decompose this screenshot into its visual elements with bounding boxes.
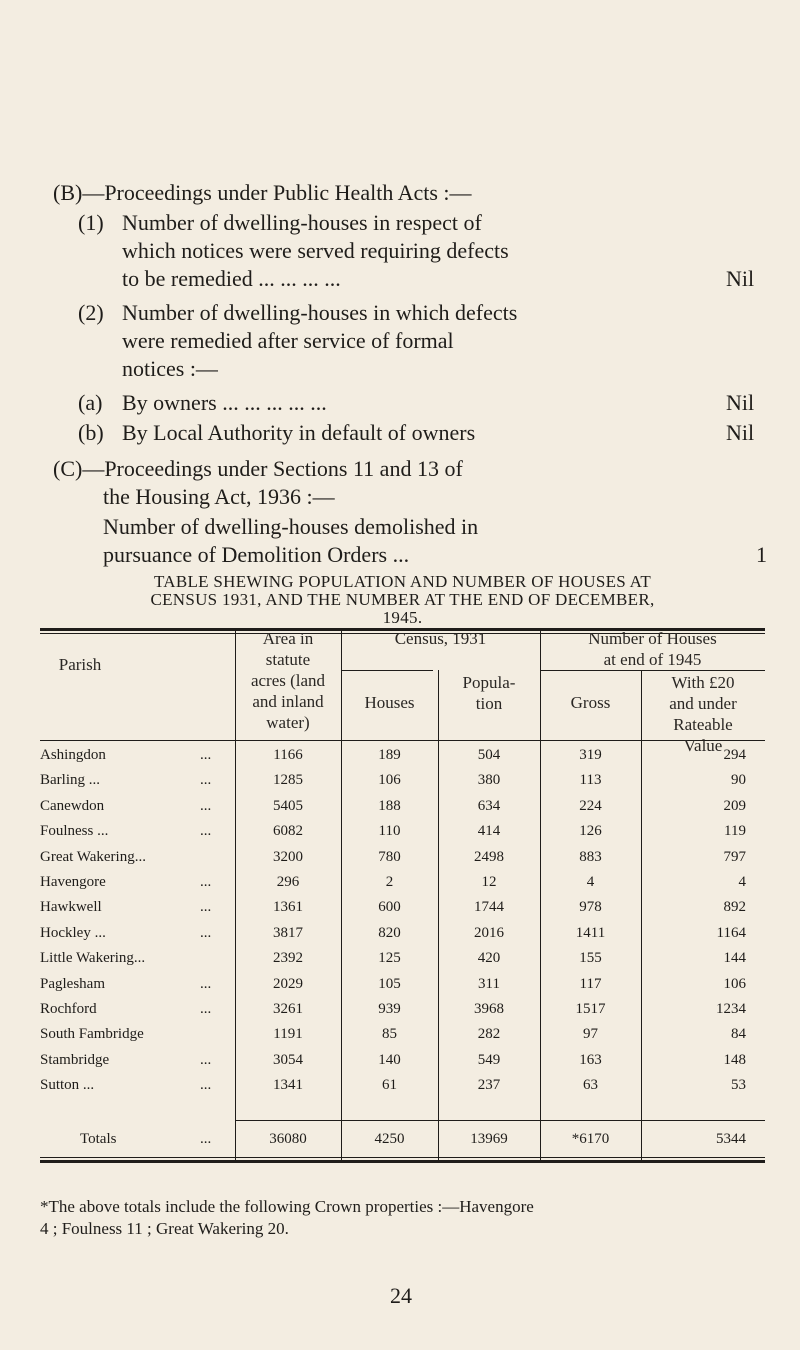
cell-rateable: 148 bbox=[723, 1051, 746, 1068]
item-a-marker: (a) bbox=[78, 390, 103, 415]
parish-name: Ashingdon bbox=[40, 747, 106, 763]
cell-area: 5405 bbox=[273, 797, 303, 814]
section-c-body-line-2: pursuance of Demolition Orders ... bbox=[103, 542, 410, 567]
cell-gross: 63 bbox=[583, 1077, 598, 1094]
cell-population: 380 bbox=[477, 772, 501, 789]
table-bottom-rule bbox=[40, 1160, 765, 1163]
cell-gross: 113 bbox=[579, 772, 602, 789]
cell-area: 3200 bbox=[273, 848, 303, 865]
parish-name: Barling ... bbox=[40, 772, 100, 789]
cell-population: 420 bbox=[477, 950, 501, 967]
cell-gross: 224 bbox=[579, 797, 602, 814]
parish-name: Great Wakering... bbox=[40, 848, 146, 865]
section-c-heading-line-2: the Housing Act, 1936 :— bbox=[103, 484, 335, 509]
leader-dots: ... bbox=[200, 874, 212, 890]
header-houses: Houses bbox=[364, 693, 415, 712]
header-area-line-1: Area in bbox=[262, 629, 314, 648]
cell-rateable: 90 bbox=[731, 772, 746, 789]
cell-area: 2392 bbox=[273, 950, 303, 967]
cell-houses: 125 bbox=[378, 950, 401, 967]
header-area-line-5: water) bbox=[266, 713, 310, 732]
table-title-line-3: 1945. bbox=[382, 608, 423, 627]
cell-population: 13969 bbox=[470, 1131, 508, 1147]
item-b-value: Nil bbox=[726, 420, 755, 445]
parish-name: Hockley ... bbox=[40, 924, 106, 941]
leader-dots: ... bbox=[200, 899, 212, 916]
leader-dots: ... bbox=[200, 823, 212, 840]
cell-rateable: 119 bbox=[724, 823, 746, 840]
cell-population: 3968 bbox=[474, 1001, 504, 1017]
cell-area: 1341 bbox=[273, 1077, 303, 1094]
parish-name: Little Wakering... bbox=[40, 950, 146, 967]
cell-gross: 883 bbox=[579, 848, 602, 865]
cell-rateable: 294 bbox=[723, 747, 746, 763]
parish-name: Sutton ... bbox=[40, 1077, 95, 1094]
cell-houses: 110 bbox=[378, 823, 401, 840]
leader-dots: ... bbox=[200, 924, 212, 941]
item-1-value: Nil bbox=[726, 266, 755, 291]
footnote-line-1: *The above totals include the following Crown properties :—Havengore bbox=[40, 1197, 534, 1216]
cell-area: 3261 bbox=[273, 1001, 303, 1017]
header-rateable-line-1: With £20 bbox=[671, 673, 735, 692]
cell-area: 1285 bbox=[273, 772, 303, 789]
leader-dots: ... bbox=[200, 747, 212, 763]
parish-name: Rochford bbox=[40, 1001, 97, 1017]
cell-gross: 4 bbox=[586, 874, 595, 890]
item-b-marker: (b) bbox=[78, 420, 104, 445]
cell-population: 2498 bbox=[474, 848, 504, 865]
page-number: 24 bbox=[390, 1283, 412, 1308]
leader-dots: ... bbox=[200, 1131, 212, 1147]
cell-houses: 189 bbox=[378, 747, 401, 763]
cell-rateable: 1234 bbox=[716, 1001, 746, 1017]
totals-rule bbox=[235, 1120, 765, 1121]
cell-area: 1191 bbox=[273, 1026, 303, 1043]
cell-population: 1744 bbox=[474, 899, 504, 916]
cell-houses: 2 bbox=[385, 874, 394, 890]
leader-dots: ... bbox=[200, 1077, 212, 1094]
header-area bbox=[235, 628, 341, 733]
item-2-line-2: were remedied after service of formal bbox=[122, 328, 454, 353]
header-rateable-line-4: Value bbox=[683, 736, 723, 755]
header-rateable-line-3: Rateable bbox=[673, 715, 733, 734]
leader-dots: ... bbox=[200, 1051, 212, 1068]
cell-population: 549 bbox=[477, 1051, 501, 1068]
table-title-line-2: CENSUS 1931, AND THE NUMBER AT THE END OF DECEMBER, bbox=[150, 590, 655, 609]
header-census: Census, 1931 bbox=[394, 629, 487, 648]
cell-houses: 939 bbox=[378, 1001, 401, 1017]
table-bottom-rule-thin bbox=[40, 1157, 765, 1158]
cell-houses: 140 bbox=[378, 1051, 401, 1068]
cell-gross: 155 bbox=[579, 950, 602, 967]
cell-houses: 85 bbox=[382, 1026, 397, 1043]
section-c-value: 1 bbox=[756, 542, 767, 567]
parish-name: Stambridge bbox=[40, 1051, 110, 1068]
cell-houses: 106 bbox=[378, 772, 401, 789]
cell-population: 504 bbox=[477, 747, 501, 763]
footnote-line-2: 4 ; Foulness 11 ; Great Wakering 20. bbox=[40, 1219, 289, 1238]
cell-rateable: 892 bbox=[723, 899, 746, 916]
cell-rateable: 209 bbox=[723, 797, 746, 814]
cell-population: 634 bbox=[477, 797, 501, 814]
cell-rateable: 5344 bbox=[716, 1131, 746, 1147]
section-c-body-line-1: Number of dwelling-houses demolished in bbox=[103, 514, 479, 539]
parish-name: Havengore bbox=[40, 874, 106, 890]
item-2-line-3: notices :— bbox=[122, 356, 218, 381]
cell-population: 237 bbox=[477, 1077, 501, 1094]
leader-dots: ... bbox=[200, 975, 212, 992]
cell-houses: 600 bbox=[378, 899, 401, 916]
parish-name: Canewdon bbox=[40, 797, 105, 814]
cell-area: 3817 bbox=[273, 924, 303, 941]
cell-rateable: 84 bbox=[731, 1026, 746, 1043]
parish-name: Paglesham bbox=[40, 975, 105, 992]
cell-gross: 126 bbox=[579, 823, 602, 840]
cell-rateable: 144 bbox=[723, 950, 746, 967]
cell-population: 414 bbox=[477, 823, 501, 840]
cell-population: 12 bbox=[481, 874, 497, 890]
leader-dots: ... bbox=[200, 797, 212, 814]
cell-houses: 780 bbox=[378, 848, 401, 865]
cell-gross: 1517 bbox=[575, 1001, 606, 1017]
cell-area: 296 bbox=[276, 874, 300, 890]
parish-name: Totals bbox=[80, 1131, 117, 1147]
header-rateable-line-2: and under bbox=[669, 694, 737, 713]
cell-area: 2029 bbox=[273, 975, 303, 992]
cell-area: 1361 bbox=[273, 899, 303, 916]
header-area-line-2: statute bbox=[265, 650, 311, 669]
cell-gross: 163 bbox=[579, 1051, 602, 1068]
header-parish: Parish bbox=[58, 655, 102, 674]
cell-population: 282 bbox=[477, 1026, 501, 1043]
cell-area: 3054 bbox=[273, 1051, 303, 1068]
item-2-line-1: Number of dwelling-houses in which defects bbox=[122, 300, 518, 325]
header-population-line-2: tion bbox=[475, 694, 503, 713]
item-a-text: By owners ... ... ... ... ... bbox=[122, 390, 327, 415]
cell-rateable: 797 bbox=[723, 848, 746, 865]
item-1-line-1: Number of dwelling-houses in respect of bbox=[122, 210, 482, 235]
cell-houses: 188 bbox=[378, 797, 401, 814]
cell-area: 6082 bbox=[273, 823, 303, 840]
cell-rateable: 53 bbox=[731, 1077, 746, 1094]
cell-gross: *6170 bbox=[571, 1131, 610, 1147]
header-number-houses-line-1: Number of Houses bbox=[588, 629, 717, 648]
cell-area: 36080 bbox=[269, 1131, 307, 1147]
item-a-value: Nil bbox=[726, 390, 755, 415]
number-houses-subrule bbox=[540, 670, 765, 671]
cell-gross: 117 bbox=[579, 975, 602, 992]
cell-population: 2016 bbox=[474, 924, 504, 941]
census-subrule bbox=[341, 670, 433, 671]
cell-gross: 978 bbox=[579, 899, 602, 916]
header-gross: Gross bbox=[570, 693, 611, 712]
header-number-houses bbox=[540, 628, 765, 670]
item-b-text: By Local Authority in default of owners bbox=[122, 420, 476, 445]
table-title-line-1: TABLE SHEWING POPULATION AND NUMBER OF HOUSES AT bbox=[153, 572, 652, 591]
cell-houses: 820 bbox=[378, 924, 401, 941]
item-1-line-3: to be remedied ... ... ... ... bbox=[122, 266, 341, 291]
item-1-line-2: which notices were served requiring defects bbox=[122, 238, 509, 263]
leader-dots: ... bbox=[200, 772, 212, 789]
cell-rateable: 106 bbox=[723, 975, 746, 992]
cell-rateable: 4 bbox=[738, 874, 746, 890]
cell-gross: 1411 bbox=[575, 924, 606, 941]
cell-houses: 105 bbox=[378, 975, 401, 992]
cell-houses: 61 bbox=[382, 1077, 397, 1094]
cell-gross: 319 bbox=[579, 747, 602, 763]
item-1-marker: (1) bbox=[78, 210, 104, 235]
cell-gross: 97 bbox=[583, 1026, 598, 1043]
header-area-line-3: acres (land bbox=[250, 671, 326, 690]
section-c-heading-line-1: (C)—Proceedings under Sections 11 and 13 of bbox=[53, 456, 463, 481]
parish-name: Hawkwell bbox=[40, 899, 102, 916]
cell-population: 311 bbox=[478, 975, 500, 992]
cell-area: 1166 bbox=[273, 747, 303, 763]
population-houses-table bbox=[40, 628, 765, 1168]
leader-dots: ... bbox=[200, 1001, 212, 1017]
item-2-marker: (2) bbox=[78, 300, 104, 325]
header-area-line-4: and inland bbox=[252, 692, 324, 711]
header-number-houses-line-2: at end of 1945 bbox=[603, 650, 702, 669]
cell-houses: 4250 bbox=[374, 1131, 405, 1147]
header-population-line-1: Popula- bbox=[462, 673, 516, 692]
parish-name: South Fambridge bbox=[40, 1026, 144, 1043]
header-population bbox=[438, 672, 540, 714]
cell-rateable: 1164 bbox=[716, 924, 746, 941]
parish-name: Foulness ... bbox=[40, 823, 109, 840]
section-b-heading: (B)—Proceedings under Public Health Acts :— bbox=[53, 180, 472, 205]
